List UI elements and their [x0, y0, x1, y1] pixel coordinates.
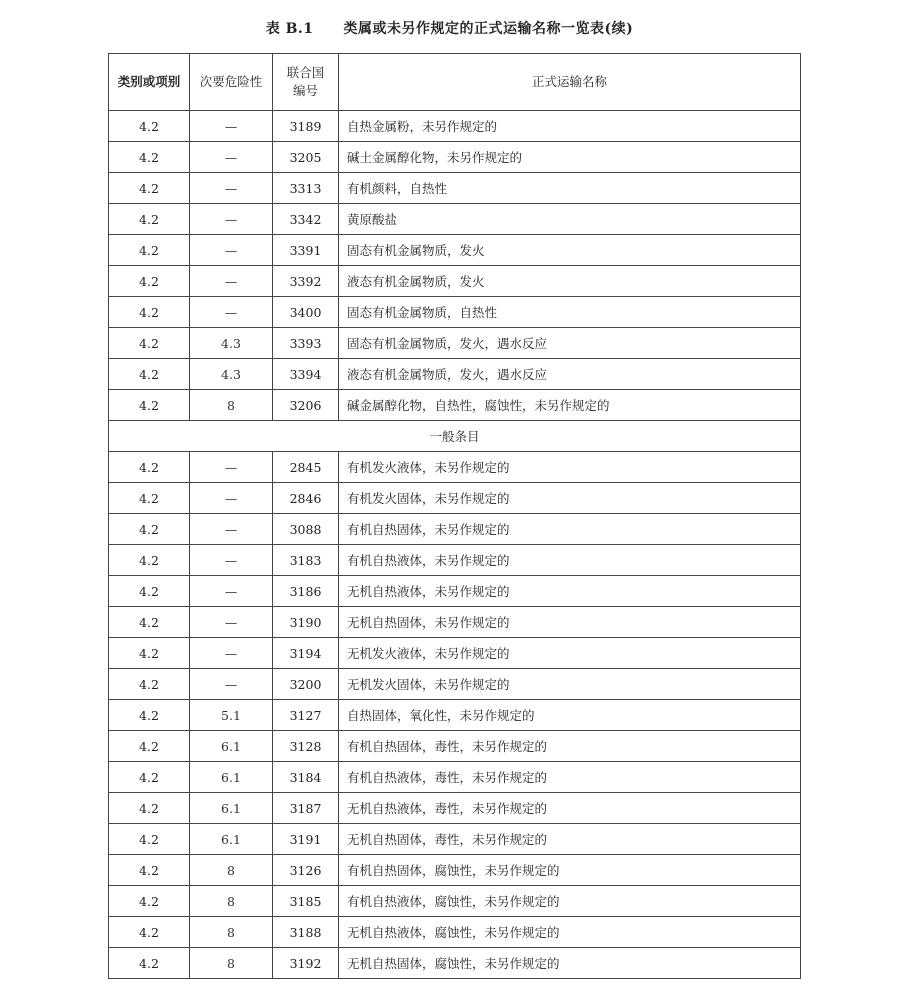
- table-row: [109, 514, 801, 545]
- cell-shipping-name: 液态有机金属物质，发火，遇水反应: [339, 359, 801, 390]
- header-row: [109, 54, 801, 111]
- table-row: [109, 483, 801, 514]
- cell-shipping-name: 无机自热液体，腐蚀性，未另作规定的: [339, 917, 801, 948]
- cell-subsidiary-risk: —: [190, 638, 273, 669]
- cell-un-number: 3188: [273, 917, 339, 948]
- cell-subsidiary-risk: 6.1: [190, 762, 273, 793]
- cell-un-number: 3189: [273, 111, 339, 142]
- table-row: [109, 204, 801, 235]
- cell-shipping-name: 自热固体，氧化性，未另作规定的: [339, 700, 801, 731]
- cell-class: 4.2: [109, 514, 190, 545]
- table-row: [109, 545, 801, 576]
- cell-subsidiary-risk: 8: [190, 390, 273, 421]
- cell-shipping-name: 有机自热液体，腐蚀性，未另作规定的: [339, 886, 801, 917]
- cell-un-number: 2846: [273, 483, 339, 514]
- cell-subsidiary-risk: —: [190, 669, 273, 700]
- cell-class: 4.2: [109, 359, 190, 390]
- cell-shipping-name: 碱土金属醇化物，未另作规定的: [339, 142, 801, 173]
- cell-un-number: 3393: [273, 328, 339, 359]
- table-row: [109, 266, 801, 297]
- cell-shipping-name: 固态有机金属物质，发火: [339, 235, 801, 266]
- table-row: [109, 917, 801, 948]
- section-divider: [109, 421, 801, 452]
- section-row: [109, 421, 801, 452]
- cell-un-number: 3205: [273, 142, 339, 173]
- cell-shipping-name: 碱金属醇化物，自热性，腐蚀性，未另作规定的: [339, 390, 801, 421]
- cell-shipping-name: 有机发火固体，未另作规定的: [339, 483, 801, 514]
- cell-class: 4.2: [109, 328, 190, 359]
- table-row: [109, 390, 801, 421]
- cell-un-number: 3088: [273, 514, 339, 545]
- cell-un-number: 3391: [273, 235, 339, 266]
- table-row: [109, 452, 801, 483]
- header-un-number: 联合国编号: [273, 54, 339, 111]
- cell-subsidiary-risk: —: [190, 514, 273, 545]
- table-row: [109, 142, 801, 173]
- cell-class: 4.2: [109, 731, 190, 762]
- cell-shipping-name: 有机颜料，自热性: [339, 173, 801, 204]
- cell-un-number: 3206: [273, 390, 339, 421]
- table-row: [109, 731, 801, 762]
- cell-subsidiary-risk: —: [190, 204, 273, 235]
- cell-class: 4.2: [109, 483, 190, 514]
- cell-subsidiary-risk: 6.1: [190, 731, 273, 762]
- table-number: 表 B.1: [265, 21, 314, 37]
- cell-subsidiary-risk: —: [190, 173, 273, 204]
- table-row: [109, 793, 801, 824]
- cell-un-number: 2845: [273, 452, 339, 483]
- cell-un-number: 3185: [273, 886, 339, 917]
- cell-un-number: 3400: [273, 297, 339, 328]
- cell-shipping-name: 有机自热固体，毒性，未另作规定的: [339, 731, 801, 762]
- cell-class: 4.2: [109, 824, 190, 855]
- cell-shipping-name: 液态有机金属物质，发火: [339, 266, 801, 297]
- table-row: [109, 607, 801, 638]
- header-class: 类别或项别: [109, 54, 190, 111]
- cell-un-number: 3128: [273, 731, 339, 762]
- table-title: [0, 18, 899, 38]
- cell-un-number: 3191: [273, 824, 339, 855]
- cell-shipping-name: 固态有机金属物质，发火，遇水反应: [339, 328, 801, 359]
- table-caption: 类属或未另作规定的正式运输名称一览表(续): [343, 21, 634, 37]
- cell-shipping-name: 自热金属粉，未另作规定的: [339, 111, 801, 142]
- cell-subsidiary-risk: —: [190, 576, 273, 607]
- cell-un-number: 3184: [273, 762, 339, 793]
- cell-subsidiary-risk: 8: [190, 917, 273, 948]
- cell-shipping-name: 无机自热液体，毒性，未另作规定的: [339, 793, 801, 824]
- cell-class: 4.2: [109, 235, 190, 266]
- cell-class: 4.2: [109, 607, 190, 638]
- cell-subsidiary-risk: 4.3: [190, 328, 273, 359]
- cell-class: 4.2: [109, 917, 190, 948]
- table-row: [109, 700, 801, 731]
- cell-un-number: 3394: [273, 359, 339, 390]
- cell-un-number: 3127: [273, 700, 339, 731]
- cell-subsidiary-risk: 5.1: [190, 700, 273, 731]
- cell-class: 4.2: [109, 669, 190, 700]
- table-row: [109, 762, 801, 793]
- table-row: [109, 824, 801, 855]
- cell-class: 4.2: [109, 142, 190, 173]
- cell-un-number: 3194: [273, 638, 339, 669]
- table-row: [109, 669, 801, 700]
- table-row: [109, 173, 801, 204]
- cell-class: 4.2: [109, 948, 190, 979]
- cell-shipping-name: 有机发火液体，未另作规定的: [339, 452, 801, 483]
- cell-shipping-name: 有机自热固体，腐蚀性，未另作规定的: [339, 855, 801, 886]
- cell-subsidiary-risk: 8: [190, 886, 273, 917]
- cell-un-number: 3313: [273, 173, 339, 204]
- cell-shipping-name: 无机自热固体，毒性，未另作规定的: [339, 824, 801, 855]
- table-row: [109, 235, 801, 266]
- section-label: 一般条目: [109, 421, 801, 452]
- cell-shipping-name: 有机自热液体，未另作规定的: [339, 545, 801, 576]
- table-row: [109, 359, 801, 390]
- cell-shipping-name: 无机发火固体，未另作规定的: [339, 669, 801, 700]
- cell-class: 4.2: [109, 297, 190, 328]
- cell-subsidiary-risk: 4.3: [190, 359, 273, 390]
- cell-un-number: 3186: [273, 576, 339, 607]
- cell-un-number: 3126: [273, 855, 339, 886]
- table-row: [109, 111, 801, 142]
- table-row: [109, 638, 801, 669]
- cell-un-number: 3342: [273, 204, 339, 235]
- table-row: [109, 855, 801, 886]
- table-row: [109, 576, 801, 607]
- cell-un-number: 3190: [273, 607, 339, 638]
- cell-shipping-name: 固态有机金属物质，自热性: [339, 297, 801, 328]
- cell-shipping-name: 黄原酸盐: [339, 204, 801, 235]
- cell-shipping-name: 无机发火液体，未另作规定的: [339, 638, 801, 669]
- cell-subsidiary-risk: —: [190, 111, 273, 142]
- cell-un-number: 3192: [273, 948, 339, 979]
- cell-un-number: 3187: [273, 793, 339, 824]
- cell-subsidiary-risk: 6.1: [190, 824, 273, 855]
- header-shipping-name: 正式运输名称: [339, 54, 801, 111]
- cell-shipping-name: 无机自热固体，未另作规定的: [339, 607, 801, 638]
- cell-class: 4.2: [109, 700, 190, 731]
- cell-class: 4.2: [109, 762, 190, 793]
- cell-class: 4.2: [109, 886, 190, 917]
- cell-subsidiary-risk: —: [190, 452, 273, 483]
- table-row: [109, 297, 801, 328]
- rows-before-section: [109, 111, 801, 421]
- rows-after-section: [109, 452, 801, 979]
- cell-subsidiary-risk: —: [190, 607, 273, 638]
- cell-shipping-name: 无机自热液体，未另作规定的: [339, 576, 801, 607]
- cell-subsidiary-risk: —: [190, 545, 273, 576]
- cell-subsidiary-risk: —: [190, 142, 273, 173]
- cell-class: 4.2: [109, 111, 190, 142]
- cell-subsidiary-risk: —: [190, 266, 273, 297]
- cell-shipping-name: 有机自热固体，未另作规定的: [339, 514, 801, 545]
- cell-class: 4.2: [109, 576, 190, 607]
- table-row: [109, 948, 801, 979]
- cell-subsidiary-risk: —: [190, 297, 273, 328]
- cell-class: 4.2: [109, 204, 190, 235]
- cell-class: 4.2: [109, 545, 190, 576]
- cell-class: 4.2: [109, 266, 190, 297]
- table-row: [109, 328, 801, 359]
- cell-class: 4.2: [109, 452, 190, 483]
- cell-class: 4.2: [109, 638, 190, 669]
- cell-subsidiary-risk: 8: [190, 948, 273, 979]
- header-subsidiary-risk: 次要危险性: [190, 54, 273, 111]
- cell-subsidiary-risk: 8: [190, 855, 273, 886]
- cell-un-number: 3183: [273, 545, 339, 576]
- shipping-names-table: [108, 53, 801, 979]
- cell-shipping-name: 无机自热固体，腐蚀性，未另作规定的: [339, 948, 801, 979]
- cell-shipping-name: 有机自热液体，毒性，未另作规定的: [339, 762, 801, 793]
- table-row: [109, 886, 801, 917]
- cell-subsidiary-risk: —: [190, 235, 273, 266]
- cell-class: 4.2: [109, 855, 190, 886]
- cell-subsidiary-risk: 6.1: [190, 793, 273, 824]
- cell-un-number: 3392: [273, 266, 339, 297]
- cell-class: 4.2: [109, 173, 190, 204]
- cell-subsidiary-risk: —: [190, 483, 273, 514]
- cell-class: 4.2: [109, 793, 190, 824]
- cell-class: 4.2: [109, 390, 190, 421]
- cell-un-number: 3200: [273, 669, 339, 700]
